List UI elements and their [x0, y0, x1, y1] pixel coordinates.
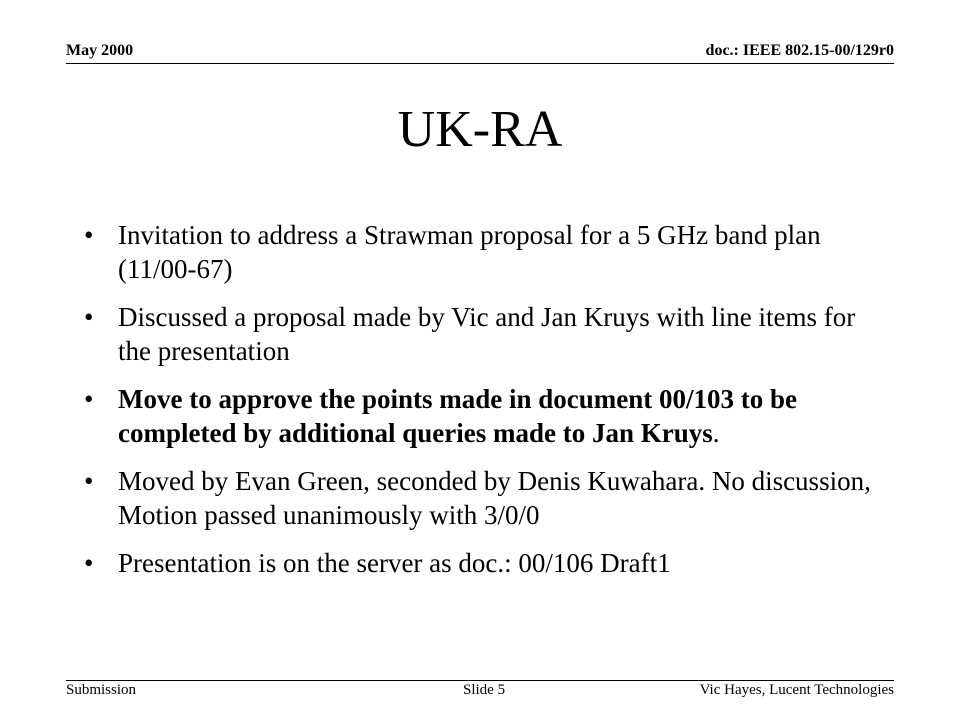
bullet-list — [78, 218, 878, 594]
bullet-item-4 — [78, 464, 878, 532]
slide-title: UK-RA — [397, 101, 563, 158]
bullet-dot-icon: • — [84, 302, 94, 332]
bullet-text-bold: Move to approve the points made in document 00/103 to be completed by additional queries made to Jan Kruys — [118, 384, 797, 448]
header-date: May 2000 — [66, 42, 134, 59]
footer-author: Vic Hayes, Lucent Technologies — [699, 682, 894, 698]
footer-slide-number: Slide 5 — [463, 682, 506, 698]
bullet-text: Discussed a proposal made by Vic and Jan Kruys with line items for the presentation — [118, 302, 856, 366]
bullet-text: Invitation to address a Strawman proposal for a 5 GHz band plan (11/00-67) — [118, 220, 821, 284]
bullet-text: Presentation is on the server as doc.: 00/106 Draft1 — [118, 548, 671, 578]
bullet-text: Moved by Evan Green, seconded by Denis Kuwahara. No discussion, Motion passed unanimously with 3/0/0 — [118, 466, 871, 530]
bullet-dot-icon: • — [84, 548, 94, 578]
bullet-item-5 — [78, 546, 878, 580]
bullet-item-2 — [78, 300, 878, 368]
footer-rule — [66, 680, 894, 681]
header-rule — [66, 63, 894, 64]
bullet-item-3 — [78, 382, 878, 450]
bullet-dot-icon: • — [84, 220, 94, 250]
header-doc-id: doc.: IEEE 802.15-00/129r0 — [705, 42, 894, 59]
bullet-dot-icon: • — [84, 384, 94, 414]
bullet-dot-icon: • — [84, 466, 94, 496]
footer-submission: Submission — [66, 682, 137, 698]
bullet-text-suffix: . — [712, 418, 720, 448]
bullet-item-1 — [78, 218, 878, 286]
